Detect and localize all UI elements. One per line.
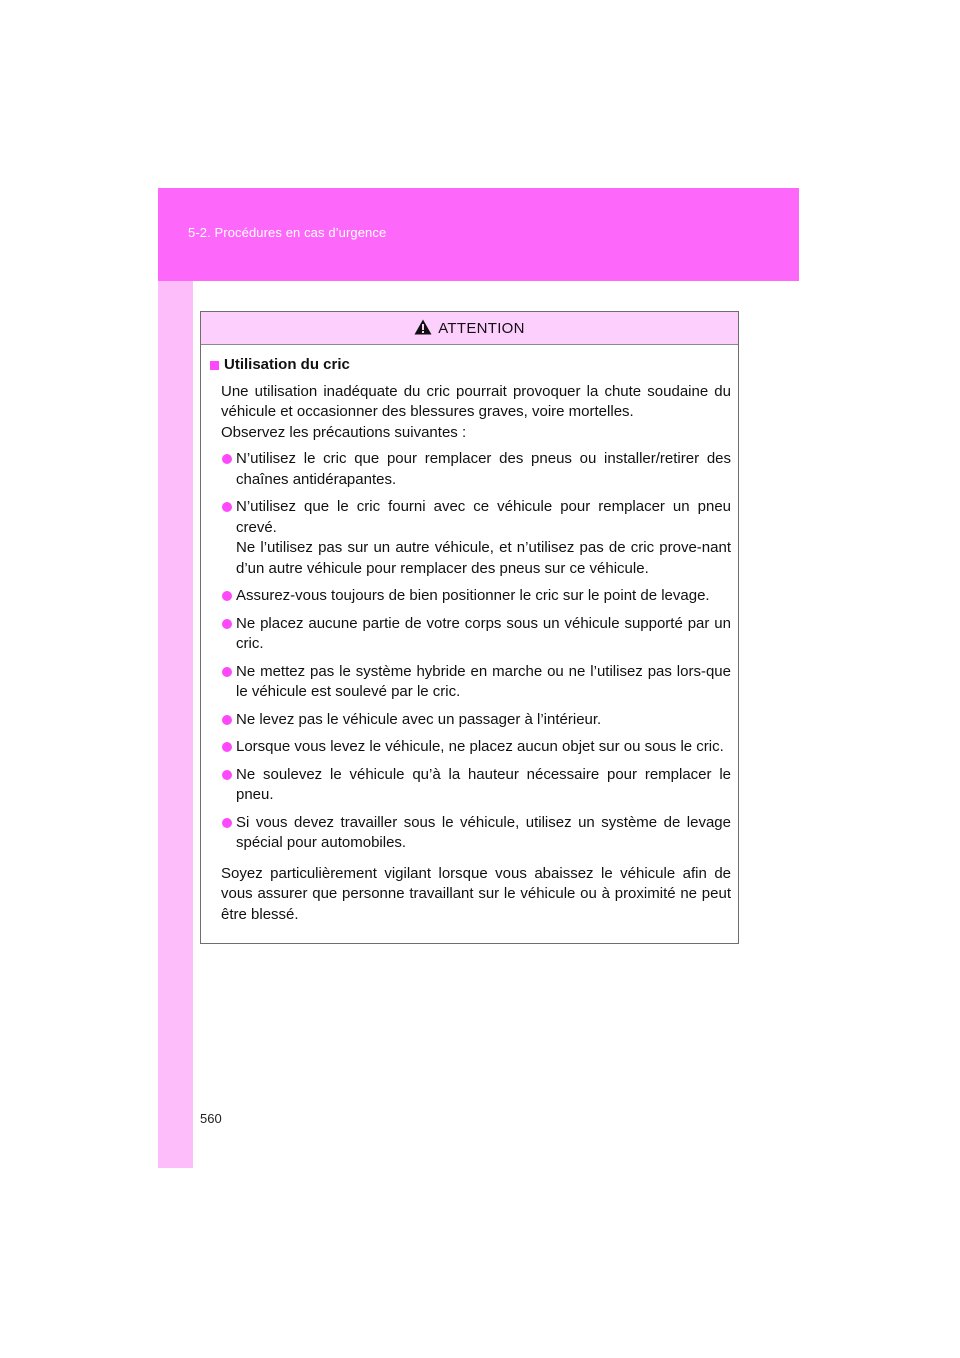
circle-bullet-icon (222, 715, 232, 725)
precaution-list (210, 449, 731, 854)
intro-text-2: Observez les précautions suivantes : (221, 423, 467, 441)
square-bullet-icon (210, 361, 219, 370)
page-header (158, 188, 799, 281)
side-tab-strip (158, 188, 193, 1168)
circle-bullet-icon (222, 770, 232, 780)
list-item: N’utilisez que le cric fourni avec ce véhicule pour remplacer un pneu crevé. Ne l’utilisez pas sur un autre véhicule, et n’utilisez pas de cric prove-nant d’un autre véhicule pour remplacer des pneus sur ce véhicule. (210, 497, 731, 579)
section-title: 5-2. Procédures en cas d’urgence (188, 225, 387, 240)
circle-bullet-icon (222, 454, 232, 464)
warning-heading-text: Utilisation du cric (224, 356, 350, 373)
list-item: Ne placez aucune partie de votre corps sous un véhicule supporté par un cric. (210, 614, 731, 655)
list-item: Si vous devez travailler sous le véhicule, utilisez un système de levage spécial pour automobiles. (210, 813, 731, 854)
circle-bullet-icon (222, 502, 232, 512)
intro-text: Une utilisation inadéquate du cric pourrait provoquer la chute soudaine du véhicule et occasionner des blessures graves, voire mortelles. (221, 382, 731, 420)
circle-bullet-icon (222, 742, 232, 752)
circle-bullet-icon (222, 667, 232, 677)
list-item: Assurez-vous toujours de bien positionner le cric sur le point de levage. (210, 586, 731, 607)
warning-box-header (201, 312, 738, 345)
list-item: Ne soulevez le véhicule qu’à la hauteur nécessaire pour remplacer le pneu. (210, 765, 731, 806)
circle-bullet-icon (222, 818, 232, 828)
list-item: Ne levez pas le véhicule avec un passager à l’intérieur. (210, 710, 731, 731)
outro-text: Soyez particulièrement vigilant lorsque vous abaissez le véhicule afin de vous assurer que personne travaillant sur le véhicule ou à proximité ne peut être blessé. (221, 864, 731, 923)
warning-title: ATTENTION (438, 319, 525, 337)
list-item: Lorsque vous levez le véhicule, ne placez aucun objet sur ou sous le cric. (210, 737, 731, 758)
warning-triangle-icon (414, 319, 432, 335)
warning-box (200, 311, 739, 944)
warning-heading (210, 355, 731, 376)
circle-bullet-icon (222, 591, 232, 601)
warning-body (201, 345, 738, 925)
list-item: Ne mettez pas le système hybride en marche ou ne l’utilisez pas lors-que le véhicule est soulevé par le cric. (210, 662, 731, 703)
list-item: N’utilisez le cric que pour remplacer des pneus ou installer/retirer des chaînes antidérapantes. (210, 449, 731, 490)
circle-bullet-icon (222, 619, 232, 629)
page-number: 560 (200, 1111, 222, 1126)
